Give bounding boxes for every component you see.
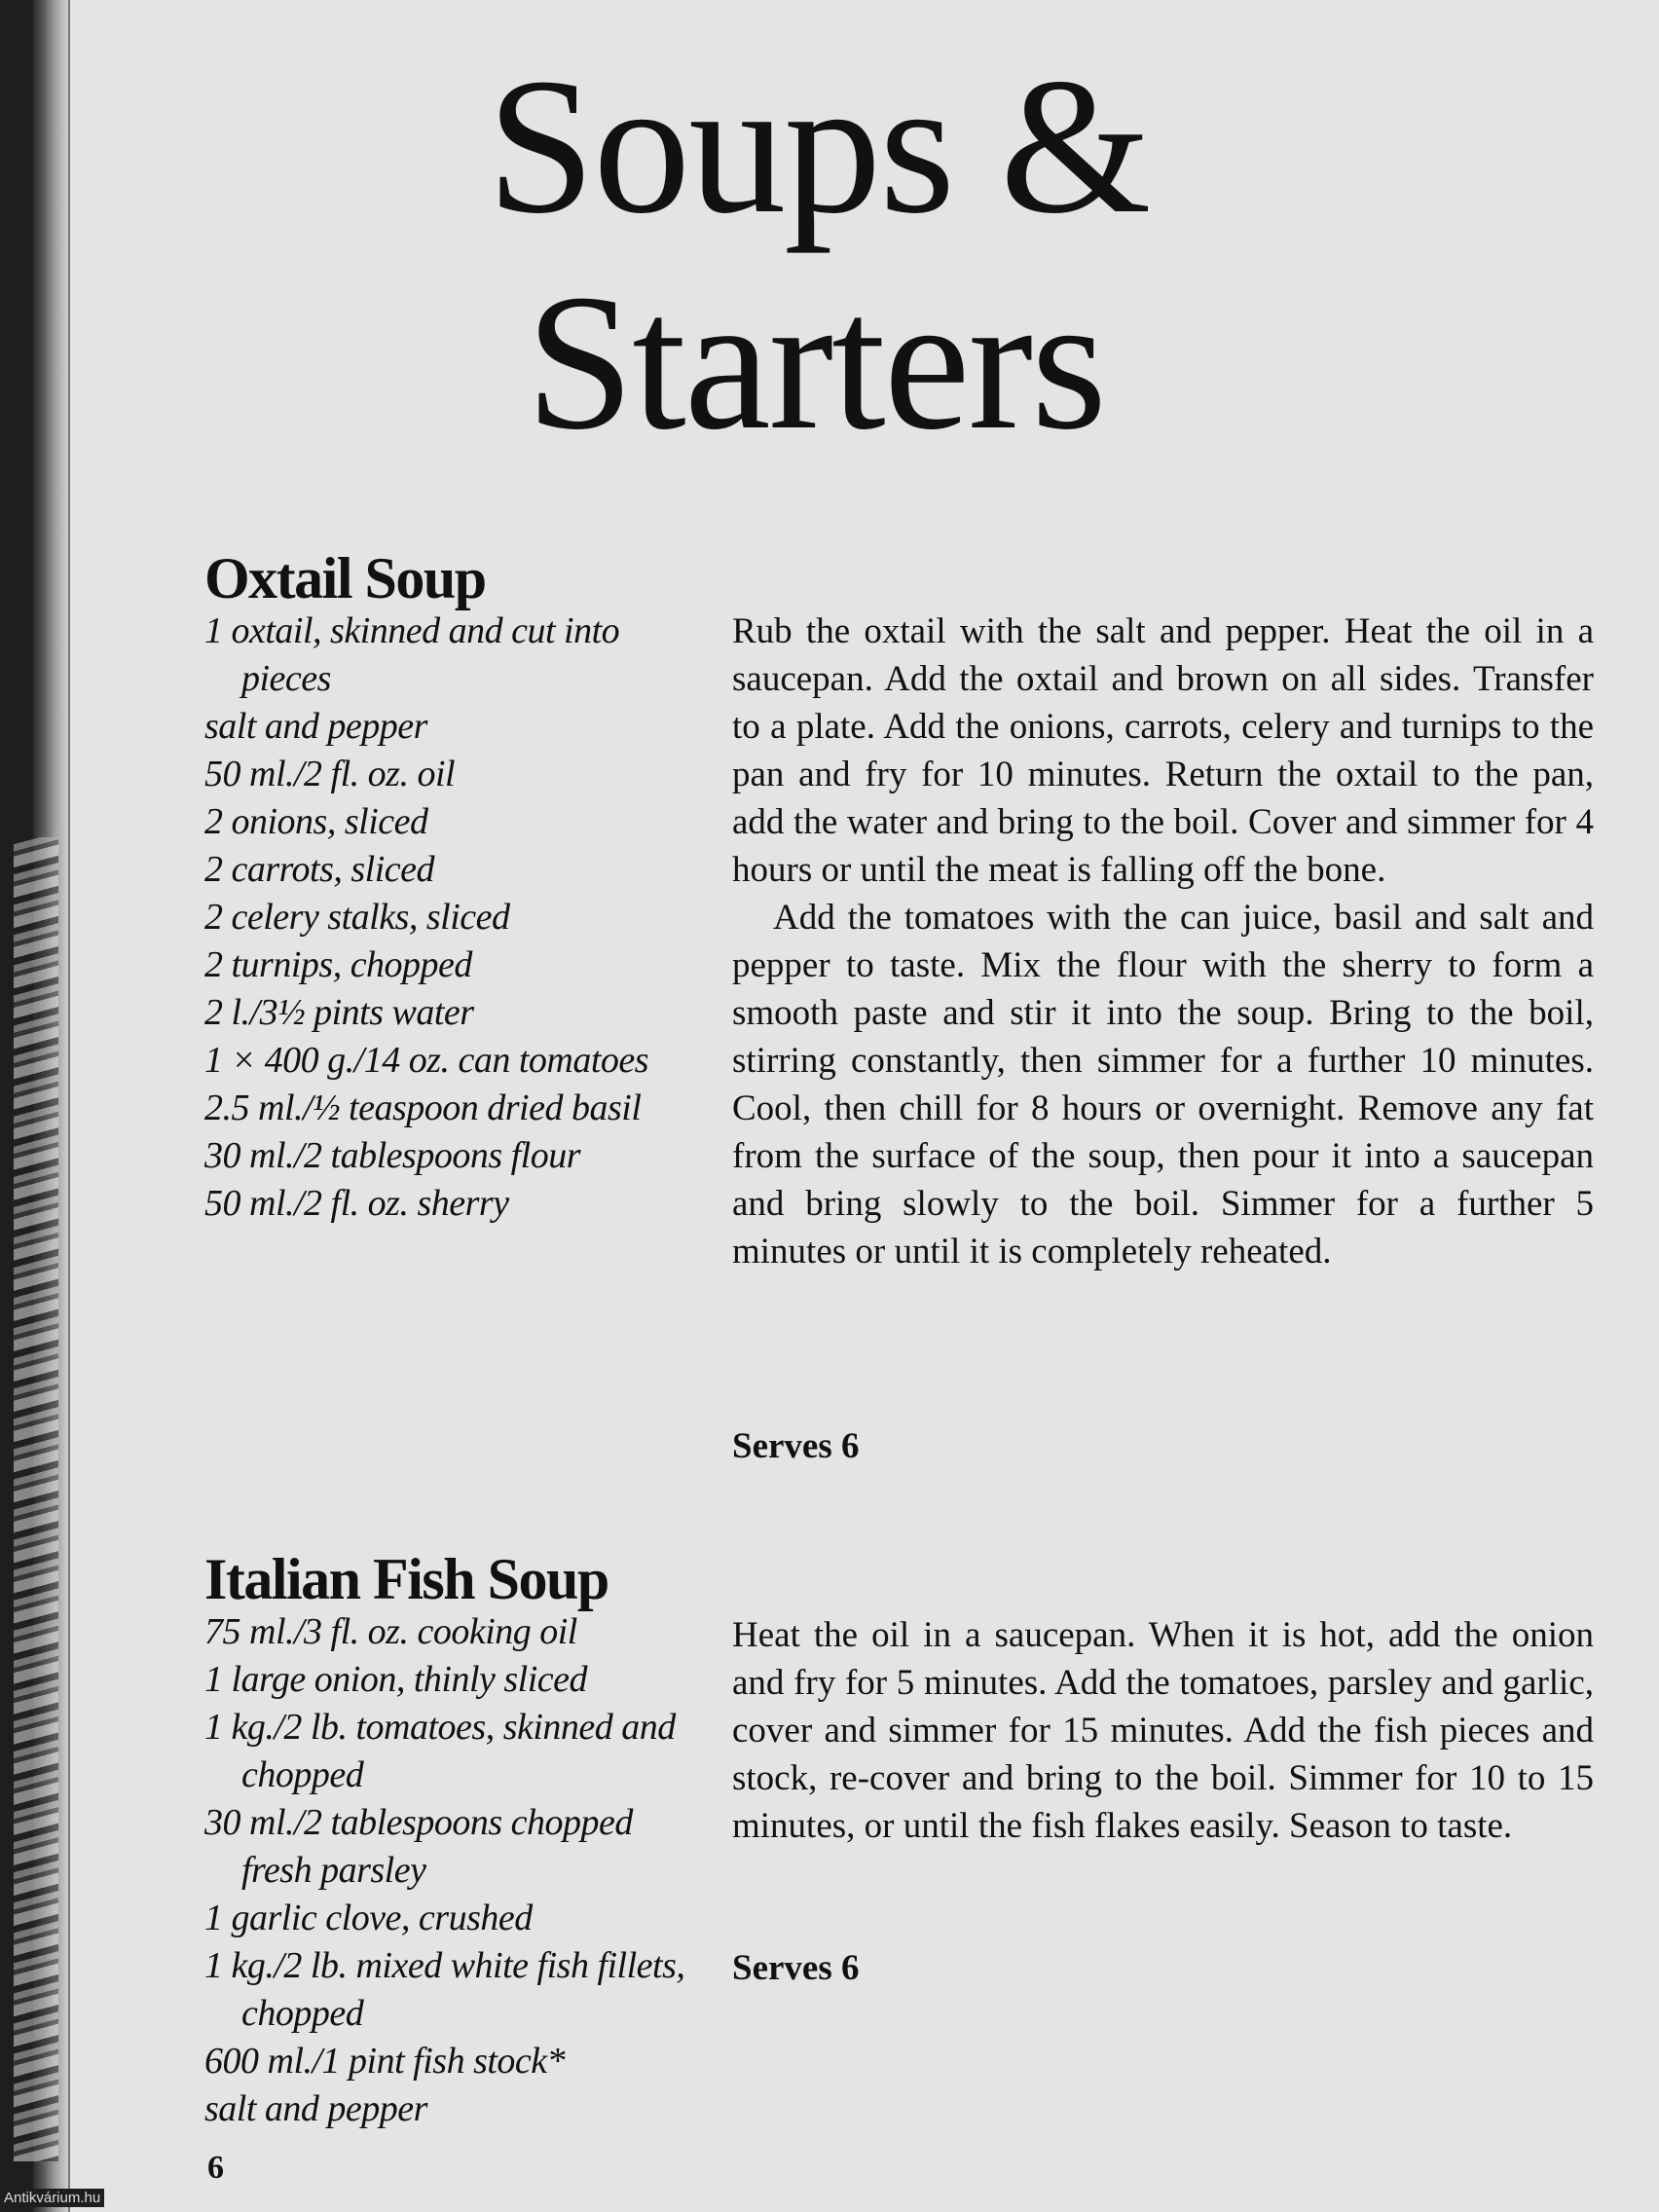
ingredient-item: 1 kg./2 lb. mixed white fish fillets, chopped <box>204 1945 685 2034</box>
method-paragraph: Heat the oil in a saucepan. When it is hot, add the onion and fry for 5 minutes. Add the tomatoes, parsley and garlic, cover and simmer for 15 minutes. Add the fish pieces and stock, re-cover and bring to the boil. Simmer for 10 to 15 minutes, or until the fish flakes easily. Season to taste. <box>732 1615 1594 1846</box>
recipe-title: Italian Fish Soup <box>204 1547 608 1611</box>
ingredient-item: 1 oxtail, skinned and cut into pieces <box>204 610 620 699</box>
ingredient-item: 50 ml./2 fl. oz. sherry <box>204 1183 509 1224</box>
ingredient-item: 1 garlic clove, crushed <box>204 1898 533 1938</box>
method-paragraph: Add the tomatoes with the can juice, basil and salt and pepper to taste. Mix the flour with the sherry to form a smooth paste and stir it into the soup. Bring to the boil, stirring constantly, then simmer for a further 10 minutes. Cool, then chill for 8 hours or overnight. Remove any fat from the surface of the soup, then pour it into a saucepan and bring slowly to the boil. Simmer for a further 5 minutes or until it is completely reheated. <box>732 898 1594 1272</box>
page-edge <box>68 0 70 2212</box>
ingredient-list <box>204 608 711 1228</box>
page-number: 6 <box>207 2150 224 2186</box>
chapter-title <box>487 39 1344 471</box>
ingredient-item: 600 ml./1 pint fish stock* <box>204 2041 566 2082</box>
ingredient-list <box>204 1608 711 2133</box>
ingredient-item: 50 ml./2 fl. oz. oil <box>204 754 456 794</box>
recipe-method <box>732 1611 1594 1850</box>
ingredient-item: 1 kg./2 lb. tomatoes, skinned and chopped <box>204 1707 676 1795</box>
ingredient-item: salt and pepper <box>204 2088 427 2129</box>
recipe-method <box>732 608 1594 1275</box>
facing-page-illustration <box>14 837 58 2161</box>
serves-note: Serves 6 <box>732 1948 860 1988</box>
ingredient-item: 2 celery stalks, sliced <box>204 897 510 938</box>
ingredient-item: 2.5 ml./½ teaspoon dried basil <box>204 1088 642 1128</box>
recipe-title: Oxtail Soup <box>204 546 486 610</box>
method-paragraph: Rub the oxtail with the salt and pepper. Heat the oil in a saucepan. Add the oxtail and brown on all sides. Transfer to a plate. Add the onions, carrots, celery and turnips to the pan and fry for 10 minutes. Return the oxtail to the pan, add the water and bring to the boil. Cover and simmer for 4 hours or until the meat is falling off the bone. <box>732 611 1594 890</box>
ingredient-item: 2 turnips, chopped <box>204 944 472 985</box>
watermark: Antikvárium.hu <box>0 2189 104 2207</box>
ingredient-item: 2 onions, sliced <box>204 801 428 842</box>
ingredient-item: 1 large onion, thinly sliced <box>204 1659 588 1700</box>
chapter-title-line-1: Soups & <box>487 39 1150 254</box>
ingredient-item: 30 ml./2 tablespoons chopped fresh parsley <box>204 1802 633 1891</box>
ingredient-item: 2 l./3½ pints water <box>204 992 474 1033</box>
ingredient-item: 75 ml./3 fl. oz. cooking oil <box>204 1611 577 1652</box>
ingredient-item: 2 carrots, sliced <box>204 849 435 890</box>
chapter-title-line-2: Starters <box>526 255 1105 470</box>
serves-note: Serves 6 <box>732 1426 860 1466</box>
ingredient-item: salt and pepper <box>204 706 427 747</box>
ingredient-item: 30 ml./2 tablespoons flour <box>204 1135 581 1176</box>
ingredient-item: 1 × 400 g./14 oz. can tomatoes <box>204 1040 649 1081</box>
